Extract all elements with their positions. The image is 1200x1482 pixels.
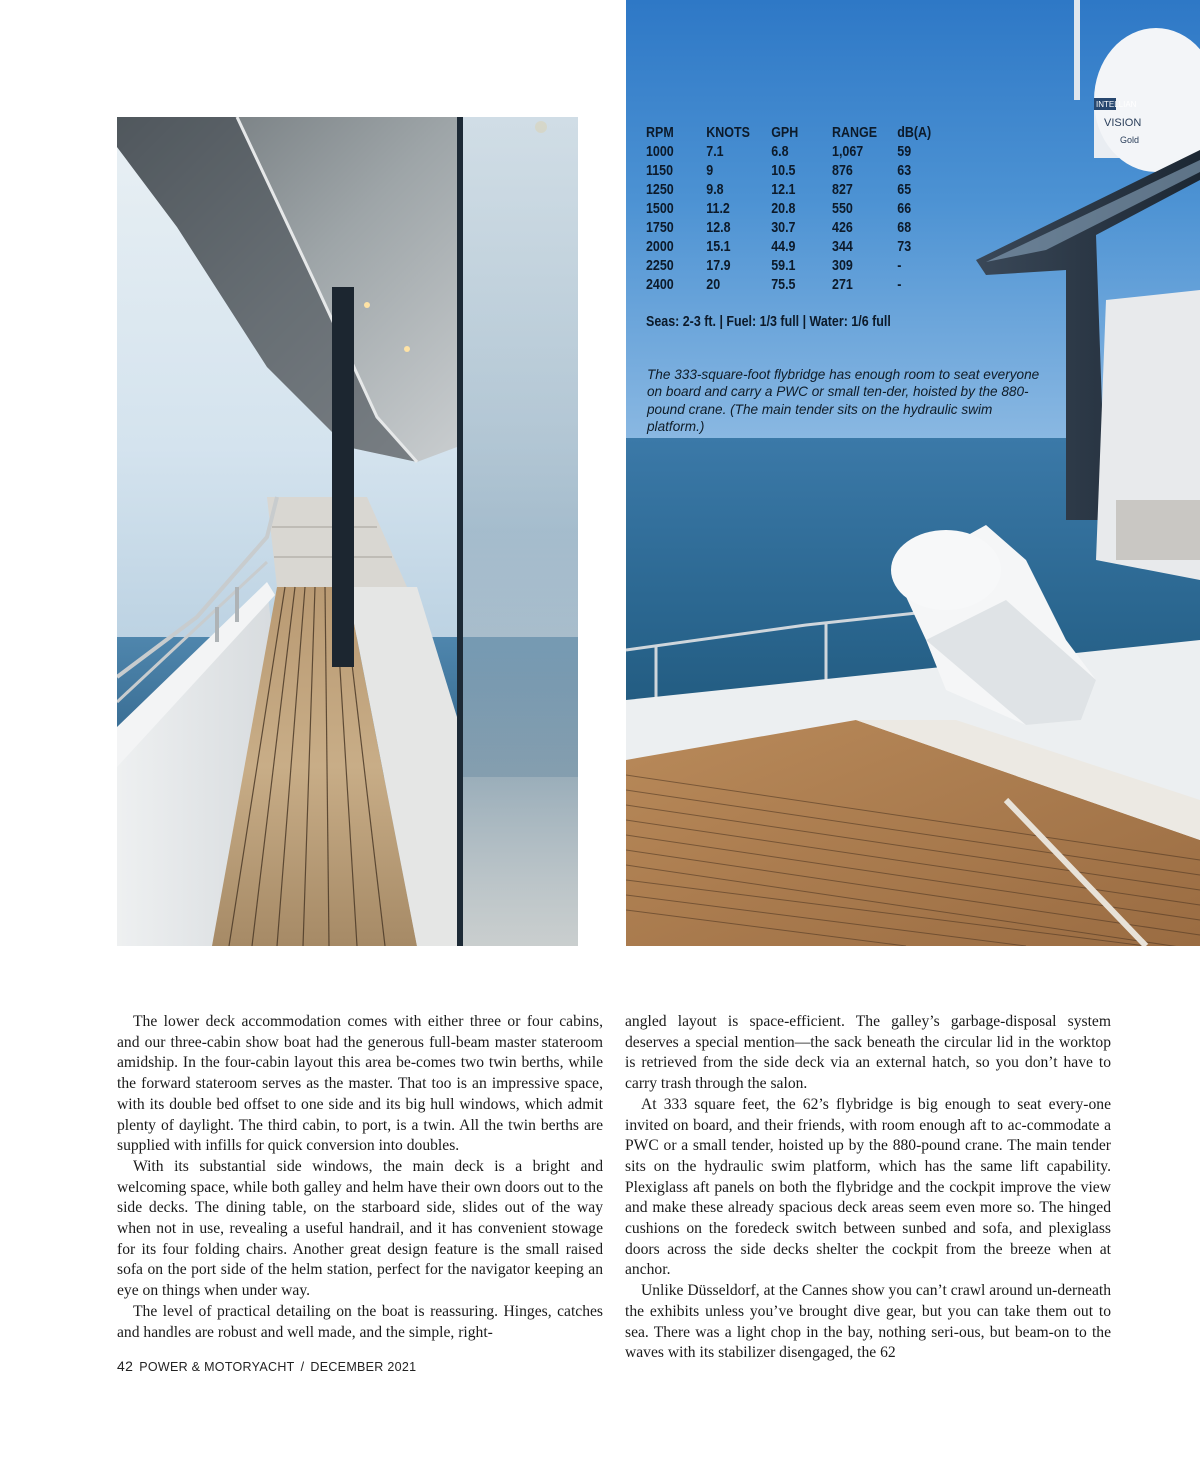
body-column-right xyxy=(625,1012,1111,1364)
table-cell: - xyxy=(897,277,902,293)
column-header: GPH xyxy=(771,125,799,141)
paragraph: With its substantial side windows, the main deck is a bright and welcoming space, while both galley and helm have their own doors out to the side decks. The dining table, on the starboard side, slides out of the way when not in use, revealing a useful handrail, and it has convenient stowage for its four folding chairs. Another great design feature is the small raised sofa on the port side of the helm station, perfect for the navigator keeping an eye on things when under way. xyxy=(117,1157,603,1300)
table-row xyxy=(646,181,938,200)
column-header: RPM xyxy=(646,125,674,141)
dome-brand-text: INTELLIAN xyxy=(1096,100,1137,109)
table-cell: 426 xyxy=(832,220,853,236)
table-row xyxy=(646,238,938,257)
table-cell: 15.1 xyxy=(706,239,731,255)
table-cell: 68 xyxy=(897,220,912,236)
table-cell: 344 xyxy=(832,239,853,255)
table-cell: 2250 xyxy=(646,258,674,274)
performance-table xyxy=(646,124,986,330)
separator: | xyxy=(719,314,723,330)
table-cell: 309 xyxy=(832,258,853,274)
table-cell: 65 xyxy=(897,182,912,198)
table-row xyxy=(646,200,938,219)
table-cell: 271 xyxy=(832,277,853,293)
side-deck-photo xyxy=(117,117,578,946)
photo-caption: The 333-square-foot flybridge has enough room to seat everyone on board and carry a PWC or small ten-der, hoisted by the 880-pound crane. (The main tender sits on the hydraulic swim platform.) xyxy=(647,367,1040,435)
table-cell: 75.5 xyxy=(771,277,796,293)
paragraph: Unlike Düsseldorf, at the Cannes show you can’t crawl around un-derneath the exhibits unless you’ve brought dive gear, but you can take them out to sea. There was a light chop in the bay, nothing seri-ous, but beam-on to the waves with its stabilizer disengaged, the 62 xyxy=(625,1282,1111,1362)
table-cell: 876 xyxy=(832,163,853,179)
separator: | xyxy=(802,314,807,330)
table-cell: 1150 xyxy=(646,163,674,179)
table-cell: 17.9 xyxy=(706,258,731,274)
table-cell: 73 xyxy=(897,239,912,255)
table-cell: 11.2 xyxy=(706,201,730,217)
magazine-name: POWER & MOTORYACHT xyxy=(139,1360,295,1374)
table-cell: 20.8 xyxy=(771,201,796,217)
seas-condition: Seas: 2-3 ft. xyxy=(646,314,717,330)
dome-sublabel-text: Gold xyxy=(1120,135,1140,145)
separator: / xyxy=(300,1360,305,1374)
table-cell: 7.1 xyxy=(706,144,724,160)
table-cell: 66 xyxy=(897,201,912,217)
table-row xyxy=(646,219,938,238)
table-cell: 9 xyxy=(706,163,714,179)
table-cell: 1250 xyxy=(646,182,674,198)
paragraph: angled layout is space-efficient. The galley’s garbage-disposal system deserves a special mention—the sack beneath the circular lid in the worktop is retrieved from the side deck via an external hatch, so you don’t have to carry trash through the salon. xyxy=(625,1013,1111,1093)
fuel-condition: Fuel: 1/3 full xyxy=(726,314,800,330)
table-cell: 30.7 xyxy=(771,220,796,236)
table-cell: 2000 xyxy=(646,239,674,255)
table-cell: - xyxy=(897,258,902,274)
table-header-row xyxy=(646,124,938,143)
table-cell: 59.1 xyxy=(771,258,796,274)
table-cell: 59 xyxy=(897,144,912,160)
table-cell: 1500 xyxy=(646,201,674,217)
table-cell: 827 xyxy=(832,182,853,198)
dome-label-text: VISION xyxy=(1104,117,1142,129)
table-cell: 44.9 xyxy=(771,239,796,255)
table-row xyxy=(646,143,938,162)
table-cell: 10.5 xyxy=(771,163,796,179)
table-cell: 1000 xyxy=(646,144,674,160)
table-cell: 12.1 xyxy=(771,182,796,198)
page-footer xyxy=(117,1358,416,1374)
table-row xyxy=(646,257,938,276)
table-cell: 1,067 xyxy=(832,144,864,160)
page-number: 42 xyxy=(117,1358,134,1374)
table-cell: 550 xyxy=(832,201,853,217)
table-cell: 12.8 xyxy=(706,220,731,236)
table-cell: 63 xyxy=(897,163,912,179)
table-cell: 20 xyxy=(706,277,721,293)
paragraph: At 333 square feet, the 62’s flybridge is big enough to seat every-one invited on board, and their friends, with room enough aft to ac-commodate a PWC or a small tender, hoisted up by the 880-pound crane. The main tender sits on the hydraulic swim platform, which has the same lift capability. Plexiglass aft panels on both the flybridge and the cockpit improve the view and make these already spacious deck areas seem even more so. The hinged cushions on the foredeck switch between sunbed and sofa, and plexiglass doors across the side decks shelter the cockpit from the breeze when at anchor. xyxy=(625,1095,1111,1279)
glass-panel xyxy=(457,117,578,946)
table-cell: 1750 xyxy=(646,220,674,236)
table-row xyxy=(646,162,938,181)
paragraph: The lower deck accommodation comes with either three or four cabins, and our three-cabin show boat had the generous full-beam master stateroom amidship. In the four-cabin layout this area be-comes two twin berths, while the forward stateroom serves as the master. That too is an impressive space, with its double bed offset to one side and its big hull windows, which admit plenty of daylight. The third cabin, to port, is a twin. All the twin berths are supplied with infills for quick conversion into doubles. xyxy=(117,1013,603,1155)
paragraph: The level of practical detailing on the boat is reassuring. Hinges, catches and handles are robust and well made, and the simple, right- xyxy=(117,1302,603,1341)
issue-date: DECEMBER 2021 xyxy=(310,1360,417,1374)
body-column-left xyxy=(117,1012,603,1343)
column-header: KNOTS xyxy=(706,125,750,141)
table-cell: 6.8 xyxy=(771,144,789,160)
table-row xyxy=(646,276,938,295)
column-header: dB(A) xyxy=(897,125,932,141)
table-cell: 2400 xyxy=(646,277,674,293)
water-condition: Water: 1/6 full xyxy=(809,314,891,330)
column-header: RANGE xyxy=(832,125,878,141)
table-cell: 9.8 xyxy=(706,182,724,198)
test-conditions xyxy=(646,314,891,330)
